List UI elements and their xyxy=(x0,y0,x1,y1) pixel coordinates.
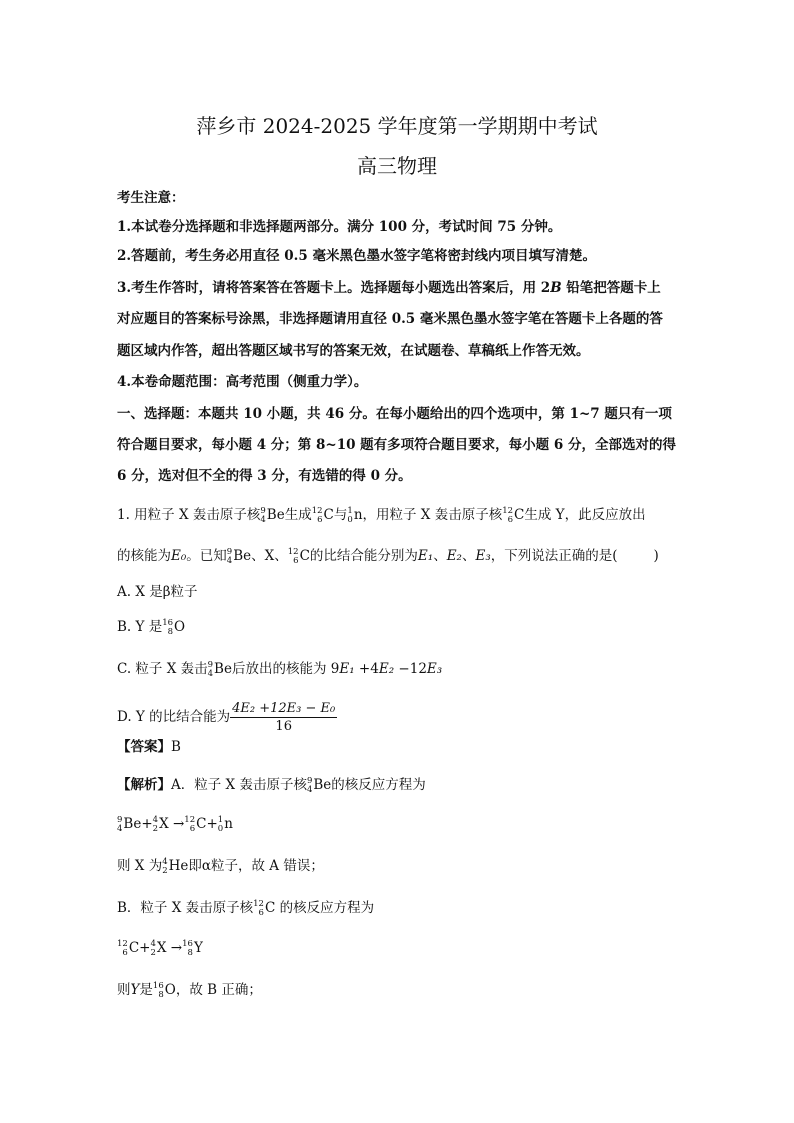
isotope-c12-d xyxy=(184,816,195,834)
mass-number: 4 xyxy=(162,856,168,867)
mass-number: 9 xyxy=(226,546,233,557)
option-d xyxy=(117,700,337,735)
analysis-a2-tail: He即α粒子，故 A 错误； xyxy=(168,858,324,874)
atomic-number: 6 xyxy=(293,555,299,566)
q1-text-c: 与 xyxy=(333,507,348,523)
eq1-c: C+ xyxy=(196,816,218,832)
q1-text-a: 1. 用粒子 X 轰击原子核 xyxy=(117,507,261,523)
q1-text-b: 生成 xyxy=(284,507,312,523)
symbol-be: Be xyxy=(233,548,252,564)
q1-text-i: 的比结合能分别为 xyxy=(309,548,418,564)
notice-item-3-text: 3.考生作答时，请将答案答在答题卡上。选择题每小题选出答案后，用 2 xyxy=(117,280,551,296)
symbol-e2: E₂ xyxy=(446,548,462,564)
analysis-b-tail: C 的核反应方程为 xyxy=(264,900,375,916)
atomic-number: 2 xyxy=(152,823,159,834)
q1-text-e: 生成 Y，此反应放出 xyxy=(524,507,646,523)
mass-number: 4 xyxy=(150,938,156,949)
analysis-line-3 xyxy=(117,898,374,918)
option-b-text: B. Y 是 xyxy=(117,619,163,635)
isotope-x4 xyxy=(153,816,158,834)
symbol-n: n xyxy=(224,816,233,832)
isotope-o16-b xyxy=(153,982,164,1000)
isotope-n1-b xyxy=(218,816,223,834)
option-d-text: D. Y 的比结合能为 xyxy=(117,709,231,725)
mass-number: 12 xyxy=(287,546,299,557)
isotope-be9-c xyxy=(208,661,213,679)
section-line-1: 一、选择题：本题共 10 小题，共 46 分。在每小题给出的四个选项中，第 1~7 题只有一项 xyxy=(117,406,672,422)
mass-number: 9 xyxy=(207,659,214,670)
mass-number: 9 xyxy=(260,505,266,516)
option-c xyxy=(117,659,442,679)
question-1-line-2 xyxy=(117,546,659,566)
fraction xyxy=(230,700,337,735)
atomic-number: 6 xyxy=(317,514,323,525)
symbol-be: Be xyxy=(313,777,332,793)
analysis-a2-text: 则 X 为 xyxy=(117,858,163,874)
analysis-line-2 xyxy=(117,856,324,876)
atomic-number: 2 xyxy=(162,865,168,876)
mass-number: 9 xyxy=(306,775,313,786)
isotope-be9-e xyxy=(117,816,122,834)
atomic-number: 2 xyxy=(150,947,156,958)
atomic-number: 8 xyxy=(167,626,174,637)
isotope-be9 xyxy=(260,507,265,525)
atomic-number: 8 xyxy=(187,947,193,958)
mass-number: 4 xyxy=(152,814,159,825)
mass-number: 16 xyxy=(152,980,164,991)
mass-number: 12 xyxy=(253,898,264,909)
option-b xyxy=(117,617,185,637)
mass-number: 12 xyxy=(502,505,514,516)
mass-number: 1 xyxy=(347,505,353,516)
symbol-c: C xyxy=(323,507,334,523)
separator: 、 xyxy=(433,548,447,564)
mass-number: 9 xyxy=(117,814,123,825)
exam-title: 萍乡市 2024-2025 学年度第一学期期中考试 xyxy=(196,114,598,138)
atomic-number: 0 xyxy=(347,514,353,525)
analysis-b2-pre: 则 xyxy=(117,982,131,998)
notice-item-1: 1.本试卷分选择题和非选择题两部分。满分 100 分，考试时间 75 分钟。 xyxy=(117,219,562,235)
q1-text-g: 。已知 xyxy=(186,548,227,564)
isotope-o16 xyxy=(162,619,173,637)
isotope-n1 xyxy=(347,507,352,525)
analysis-line-1 xyxy=(117,775,426,795)
symbol-be: Be xyxy=(214,661,232,677)
notice-item-4: 4.本卷命题范围：高考范围（侧重力学）。 xyxy=(117,374,368,390)
notice-item-3 xyxy=(117,278,661,298)
eq2-x-arrow: X → xyxy=(156,940,183,956)
symbol-c: C xyxy=(514,507,525,523)
atomic-number: 6 xyxy=(507,514,514,525)
mass-number: 12 xyxy=(117,938,128,949)
analysis-a-tail: 的核反应方程为 xyxy=(331,777,426,793)
symbol-n: n xyxy=(353,507,363,523)
isotope-c12-e xyxy=(253,900,264,918)
option-c-plus: +4 xyxy=(354,661,379,677)
isotope-he4 xyxy=(162,858,167,876)
symbol-e0: E₀ xyxy=(171,548,187,564)
answer-line xyxy=(117,737,181,757)
isotope-c12-b xyxy=(502,507,513,525)
atomic-number: 4 xyxy=(260,514,266,525)
symbol-e3: E₃ xyxy=(475,548,491,564)
symbol-e1: E₁ xyxy=(417,548,434,564)
equation-2 xyxy=(117,938,203,958)
isotope-c12-c xyxy=(288,548,299,566)
subject-title: 高三物理 xyxy=(357,154,437,178)
analysis-tag: 【解析】 xyxy=(117,777,171,793)
pencil-grade: B xyxy=(550,280,562,296)
isotope-c12 xyxy=(312,507,323,525)
answer-tag: 【答案】 xyxy=(117,739,171,755)
symbol-y: Y xyxy=(130,982,140,998)
notice-item-3-line-3: 题区域内作答，超出答题区域书写的答案无效，在试题卷、草稿纸上作答无效。 xyxy=(117,343,590,359)
symbol-o: O xyxy=(174,619,186,635)
equation-1 xyxy=(117,814,233,834)
mass-number: 12 xyxy=(184,814,196,825)
eq2-y: Y xyxy=(193,940,203,956)
answer-value: B xyxy=(171,739,181,755)
atomic-number: 8 xyxy=(158,989,164,1000)
section-line-3: 6 分，选对但不全的得 3 分，有选错的得 0 分。 xyxy=(117,468,412,484)
symbol-be: Be xyxy=(266,507,285,523)
question-1-line-1 xyxy=(117,505,646,525)
atomic-number: 4 xyxy=(207,668,214,679)
notice-item-3-line-2: 对应题目的答案标号涂黑，非选择题请用直径 0.5 毫米黑色墨水签字笔在答题卡上各题的答 xyxy=(117,311,663,327)
atomic-number: 0 xyxy=(217,823,224,834)
analysis-b2-tail: O，故 B 正确； xyxy=(164,982,262,998)
notice-item-3-tail: 铅笔把答题卡上 xyxy=(561,280,661,296)
mass-number: 12 xyxy=(311,505,323,516)
eq1-x-arrow: X → xyxy=(159,816,185,832)
atomic-number: 4 xyxy=(226,555,233,566)
symbol-e1: E₁ xyxy=(339,661,355,677)
atomic-number: 4 xyxy=(117,823,123,834)
isotope-be9-b xyxy=(227,548,232,566)
symbol-c: C xyxy=(299,548,310,564)
isotope-x4-b xyxy=(150,940,155,958)
atomic-number: 4 xyxy=(306,784,313,795)
eq1-be: Be+ xyxy=(123,816,153,832)
q1-text-f: 的核能为 xyxy=(117,548,171,564)
atomic-number: 6 xyxy=(258,907,264,918)
mass-number: 16 xyxy=(182,938,193,949)
section-line-2: 符合题目要求，每小题 4 分；第 8~10 题有多项符合题目要求，每小题 6 分，全部选对的得 xyxy=(117,437,676,453)
atomic-number: 6 xyxy=(122,947,128,958)
atomic-number: 6 xyxy=(189,823,196,834)
analysis-a-text: A．粒子 X 轰击原子核 xyxy=(171,777,307,793)
option-c-mid: 后放出的核能为 9 xyxy=(231,661,340,677)
separator: 、 xyxy=(461,548,476,564)
option-c-text: C. 粒子 X 轰击 xyxy=(117,661,208,677)
notice-item-2: 2.答题前，考生务必用直径 0.5 毫米黑色墨水签字笔将密封线内项目填写清楚。 xyxy=(117,248,596,264)
analysis-line-4 xyxy=(117,980,262,1000)
fraction-numerator: 4E₂ +12E₃ − E₀ xyxy=(232,701,336,716)
fraction-denominator: 16 xyxy=(275,719,292,734)
option-c-minus: −12 xyxy=(394,661,427,677)
eq2-c: C+ xyxy=(128,940,151,956)
isotope-y16 xyxy=(182,940,193,958)
isotope-c12-f xyxy=(117,940,128,958)
analysis-b-text: B．粒子 X 轰击原子核 xyxy=(117,900,254,916)
q1-text-d: ，用粒子 X 轰击原子核 xyxy=(362,507,503,523)
mass-number: 1 xyxy=(217,814,224,825)
q1-text-j: ，下列说法正确的是( xyxy=(490,548,618,564)
q1-text-k: ) xyxy=(653,548,659,564)
q1-text-h: 、X、 xyxy=(251,548,288,564)
mass-number: 16 xyxy=(162,617,174,628)
isotope-be9-d xyxy=(307,777,312,795)
symbol-e3: E₃ xyxy=(426,661,443,677)
analysis-b2-mid: 是 xyxy=(139,982,153,998)
option-a: A. X 是β粒子 xyxy=(117,584,198,600)
notice-heading: 考生注意： xyxy=(117,190,185,206)
symbol-e2: E₂ xyxy=(378,661,395,677)
